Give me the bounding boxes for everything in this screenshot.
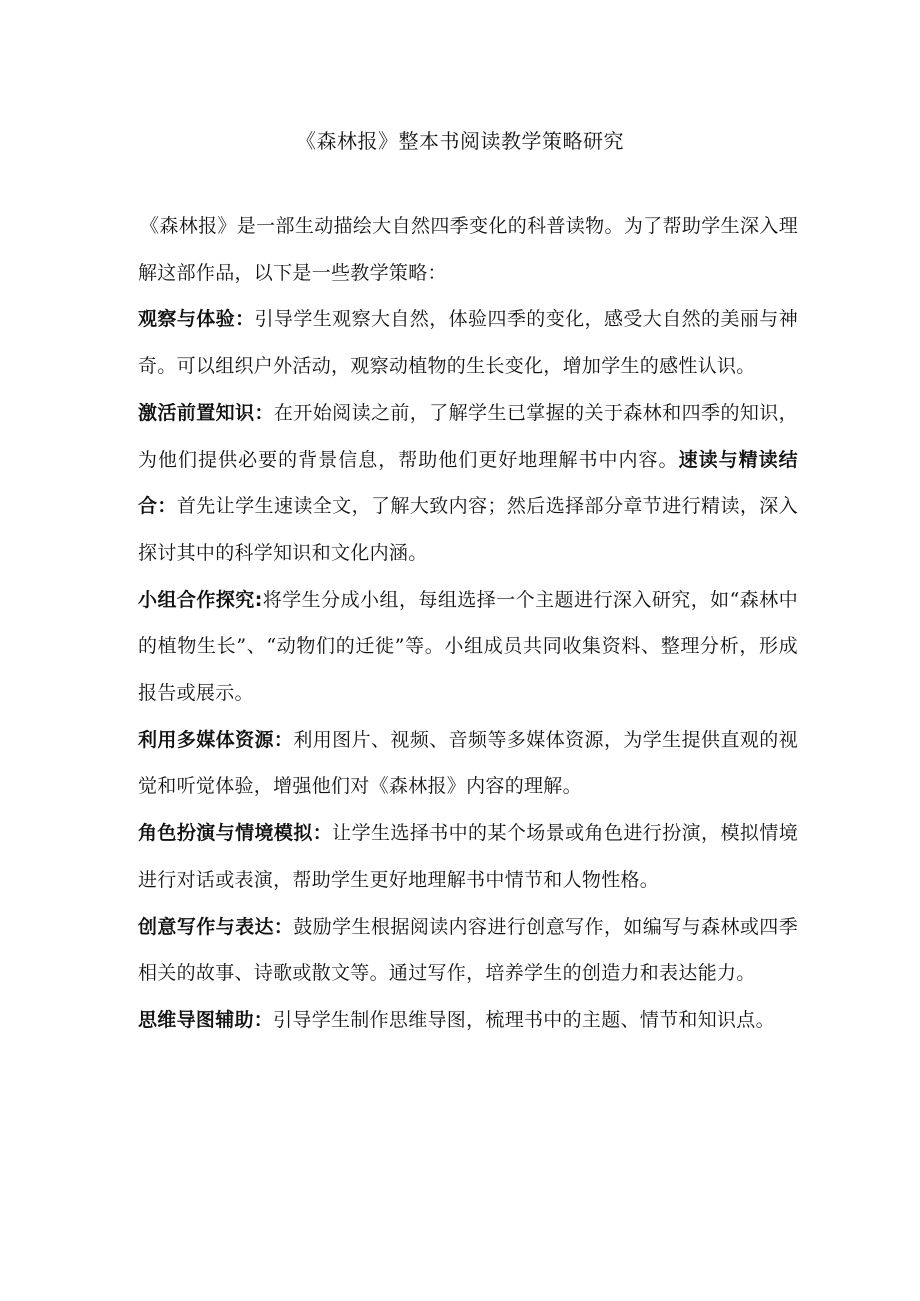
strategy-text: 引导学生观察大自然，体验四季的变化，感受大自然的美丽与神奇。可以组织户外活动，观察动植物的生长变化，增加学生的感性认识。 [138,308,798,378]
document-body [138,203,798,1044]
strategy-term: 利用多媒体资源： [138,728,294,751]
intro-paragraph: 《森林报》是一部生动描绘大自然四季变化的科普读物。为了帮助学生深入理解这部作品，以下是一些教学策略： [138,215,798,284]
page-title: 《森林报》整本书阅读教学策略研究 [296,129,624,154]
strategy-text: 引导学生制作思维导图，梳理书中的主题、情节和知识点。 [273,1008,775,1031]
strategy-text: 利用图片、视频、音频等多媒体资源，为学生提供直观的视觉和听觉体验，增强他们对《森林报》内容的理解。 [138,728,798,798]
strategy-term: 思维导图辅助： [138,1008,274,1031]
strategy-multimedia [138,717,798,810]
strategy-creative-writing [138,904,798,997]
strategy-term: 创意写作与表达： [138,915,294,938]
strategy-text: 首先让学生速读全文，了解大致内容；然后选择部分章节进行精读，深入探讨其中的科学知识和文化内涵。 [138,495,798,564]
strategy-term: 小组合作探究: [138,588,263,611]
strategy-role-play [138,810,798,903]
strategy-mind-map [138,997,798,1044]
strategy-term: 激活前置知识： [138,401,274,424]
strategy-text: 鼓励学生根据阅读内容进行创意写作，如编写与森林或四季相关的故事、诗歌或散文等。通过写作，培养学生的创造力和表达能力。 [138,915,798,985]
strategy-term: 角色扮演与情境模拟： [138,822,333,845]
strategy-text: 在开始阅读之前，了解学生已掌握的关于森林和四季的知识，为他们提供必要的背景信息，帮助他们更好地理解书中内容。 [138,401,798,471]
strategy-term: 速读与精读结合： [138,448,798,518]
strategy-group-inquiry [138,577,798,717]
strategy-prior-knowledge [138,390,798,577]
strategy-text: 让学生选择书中的某个场景或角色进行扮演，模拟情境进行对话或表演，帮助学生更好地理解书中情节和人物性格。 [138,822,798,891]
strategy-observation [138,296,798,389]
strategy-term: 观察与体验： [138,308,255,331]
strategy-text: 将学生分成小组，每组选择一个主题进行深入研究，如“森林中的植物生长”、“动物们的迁徙”等。小组成员共同收集资料、整理分析，形成报告或展示。 [138,588,798,705]
